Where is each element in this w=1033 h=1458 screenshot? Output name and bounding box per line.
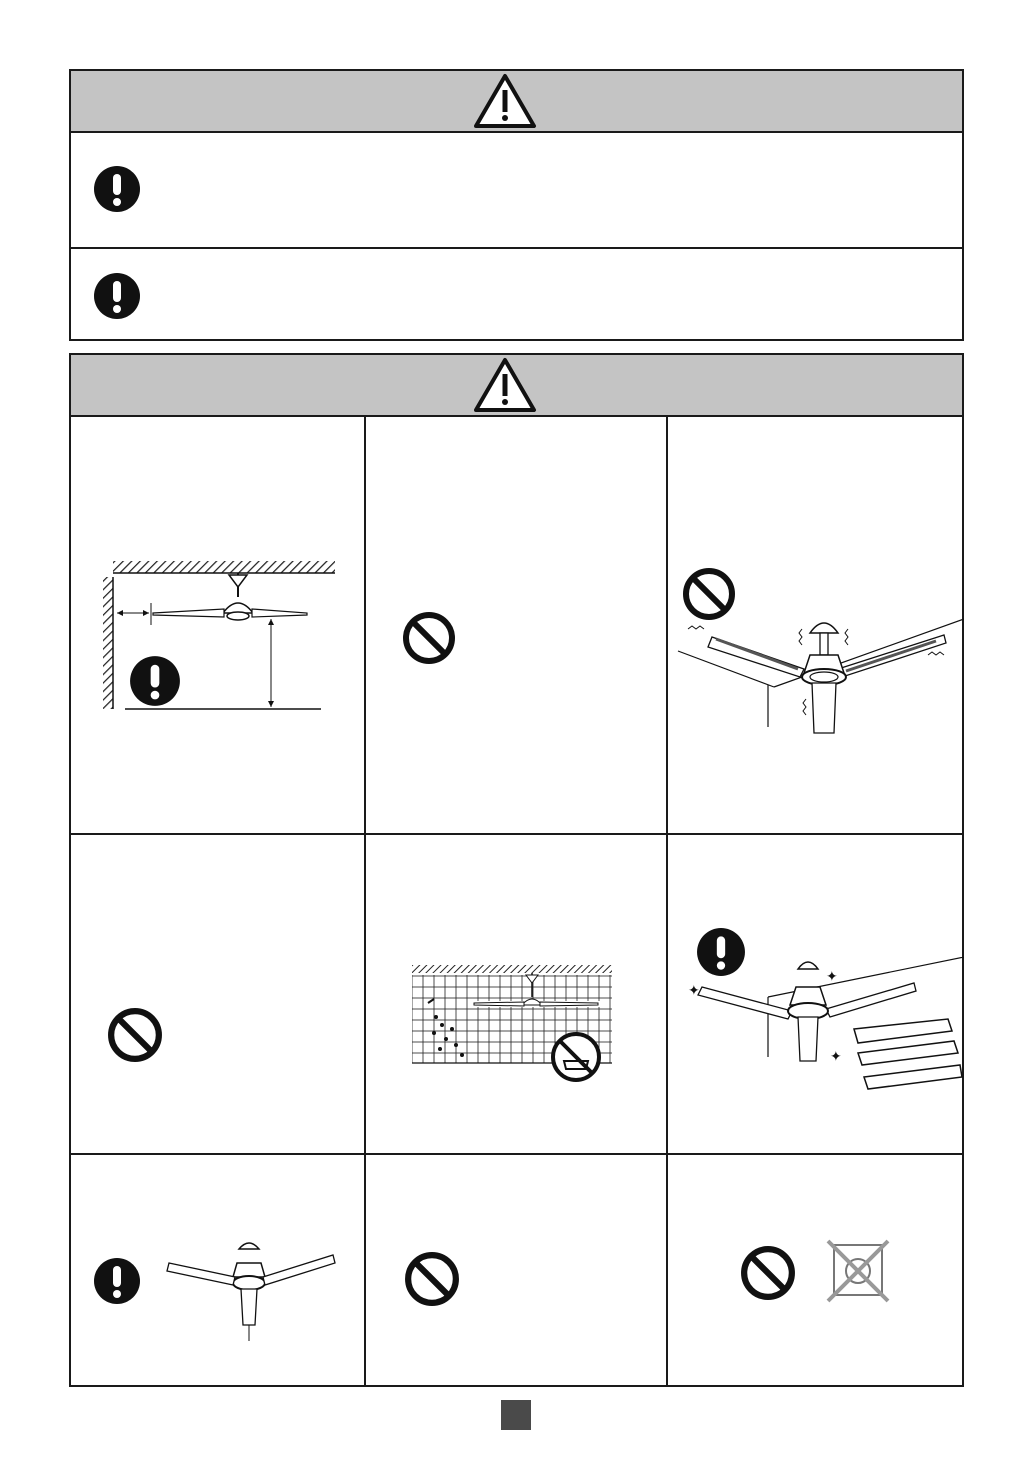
fan-blade-set-illustration	[678, 957, 964, 1097]
mandatory-exclamation-icon	[93, 165, 141, 213]
mandatory-exclamation-icon	[129, 655, 181, 707]
caution-panel	[69, 353, 964, 1387]
prohibition-icon	[404, 1251, 460, 1307]
prohibition-icon	[402, 611, 456, 665]
caution-cell-9	[666, 1155, 964, 1385]
caution-cell-2	[364, 417, 666, 833]
warning-triangle-icon	[473, 357, 537, 413]
mandatory-exclamation-icon	[93, 272, 141, 320]
caution-cell-4	[71, 835, 364, 1153]
caution-cell-1	[71, 417, 364, 833]
svg-text:✦: ✦	[688, 983, 700, 999]
prohibition-icon	[740, 1245, 796, 1301]
caution-cell-7	[71, 1155, 364, 1385]
warning-panel	[69, 69, 964, 341]
caution-row-1	[71, 417, 962, 833]
page-number-marker	[501, 1400, 531, 1430]
svg-text:✦: ✦	[830, 1049, 842, 1065]
fan-vibration-illustration	[674, 609, 964, 749]
warning-row-2	[71, 247, 962, 341]
caution-panel-header	[71, 355, 962, 417]
mandatory-exclamation-icon	[93, 1257, 141, 1305]
caution-cell-8	[364, 1155, 666, 1385]
warning-row-1	[71, 133, 962, 247]
svg-text:✦: ✦	[826, 969, 838, 985]
caution-cell-6	[666, 835, 964, 1153]
caution-cell-3	[666, 417, 964, 833]
no-disassembly-icon	[826, 1239, 890, 1303]
prohibition-icon	[107, 1007, 163, 1063]
caution-row-2	[71, 833, 962, 1153]
no-shower-icon	[550, 1031, 602, 1083]
warning-panel-header	[71, 71, 962, 133]
caution-cell-5	[364, 835, 666, 1153]
warning-triangle-icon	[473, 73, 537, 129]
fan-rotation-illustration	[163, 1235, 339, 1345]
caution-row-3	[71, 1153, 962, 1385]
